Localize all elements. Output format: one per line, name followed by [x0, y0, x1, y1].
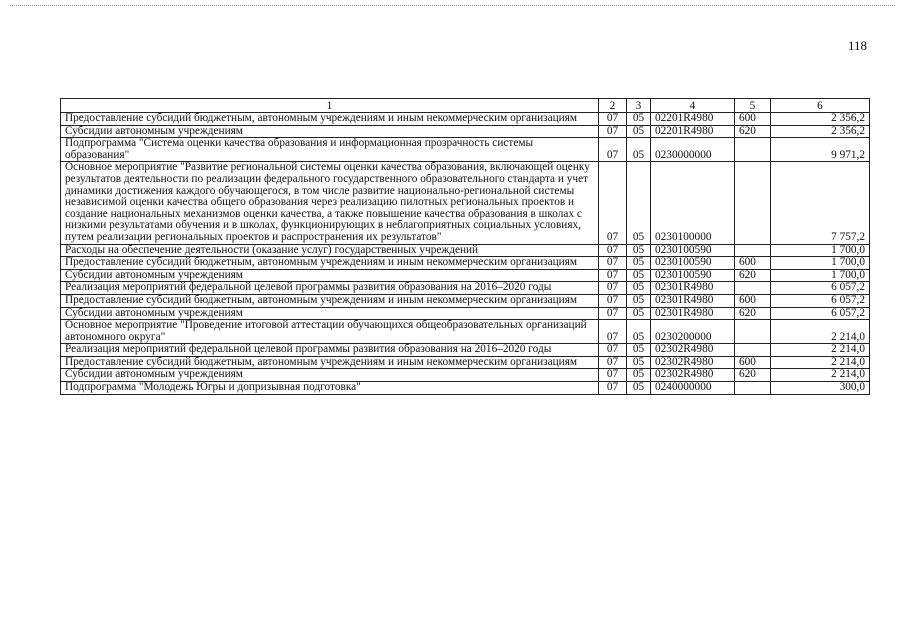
table-row	[61, 162, 870, 244]
row-amount: 2 356,2	[771, 113, 870, 126]
row-section-code: 07	[599, 257, 627, 270]
row-target-article: 02201R4980	[651, 113, 735, 126]
row-amount: 9 971,2	[771, 138, 870, 162]
row-expense-type: 620	[735, 369, 771, 382]
row-target-article: 0230100590	[651, 257, 735, 270]
table-row	[61, 382, 870, 395]
row-target-article: 02302R4980	[651, 356, 735, 369]
row-section-code: 07	[599, 162, 627, 244]
row-expense-type	[735, 244, 771, 257]
row-subsection-code: 05	[627, 138, 651, 162]
row-section-code: 07	[599, 294, 627, 307]
table-row	[61, 113, 870, 126]
table-row	[61, 244, 870, 257]
row-amount: 6 057,2	[771, 282, 870, 295]
row-target-article: 02302R4980	[651, 344, 735, 357]
row-section-code: 07	[599, 138, 627, 162]
row-description: Предоставление субсидий бюджетным, автономным учреждениям и иным некоммерческим организациям	[61, 294, 599, 307]
row-section-code: 07	[599, 113, 627, 126]
row-expense-type	[735, 382, 771, 395]
row-expense-type	[735, 162, 771, 244]
row-subsection-code: 05	[627, 257, 651, 270]
header-col-3: 3	[627, 99, 651, 113]
table-body	[61, 113, 870, 395]
header-col-5: 5	[735, 99, 771, 113]
table-row	[61, 320, 870, 344]
row-amount: 1 700,0	[771, 244, 870, 257]
row-section-code: 07	[599, 307, 627, 320]
row-subsection-code: 05	[627, 269, 651, 282]
row-amount: 6 057,2	[771, 307, 870, 320]
table-row	[61, 257, 870, 270]
row-expense-type: 620	[735, 307, 771, 320]
row-target-article: 02301R4980	[651, 307, 735, 320]
row-section-code: 07	[599, 269, 627, 282]
table-header-row	[61, 99, 870, 113]
row-target-article: 0230200000	[651, 320, 735, 344]
row-description: Расходы на обеспечение деятельности (оказание услуг) государственных учреждений	[61, 244, 599, 257]
row-section-code: 07	[599, 344, 627, 357]
row-amount: 2 214,0	[771, 344, 870, 357]
table-row	[61, 356, 870, 369]
table-row	[61, 344, 870, 357]
budget-table	[60, 98, 870, 395]
row-section-code: 07	[599, 369, 627, 382]
row-expense-type	[735, 138, 771, 162]
row-expense-type: 600	[735, 113, 771, 126]
scan-artifact-line	[10, 5, 895, 6]
row-description: Подпрограмма "Молодежь Югры и допризывная подготовка"	[61, 382, 599, 395]
row-description: Субсидии автономным учреждениям	[61, 269, 599, 282]
page-number: 118	[847, 38, 867, 53]
header-col-6: 6	[771, 99, 870, 113]
row-amount: 2 214,0	[771, 369, 870, 382]
row-expense-type	[735, 320, 771, 344]
row-expense-type: 600	[735, 356, 771, 369]
table-row	[61, 269, 870, 282]
row-target-article: 02301R4980	[651, 294, 735, 307]
row-description: Субсидии автономным учреждениям	[61, 307, 599, 320]
row-target-article: 0230100590	[651, 269, 735, 282]
row-amount: 300,0	[771, 382, 870, 395]
header-col-1: 1	[61, 99, 599, 113]
row-target-article: 0230000000	[651, 138, 735, 162]
row-target-article: 02301R4980	[651, 282, 735, 295]
row-target-article: 02201R4980	[651, 125, 735, 138]
table-row	[61, 369, 870, 382]
row-description: Реализация мероприятий федеральной целевой программы развития образования на 2016–2020 годы	[61, 282, 599, 295]
row-section-code: 07	[599, 356, 627, 369]
row-subsection-code: 05	[627, 294, 651, 307]
table-row	[61, 294, 870, 307]
row-description: Субсидии автономным учреждениям	[61, 369, 599, 382]
row-section-code: 07	[599, 125, 627, 138]
row-amount: 2 214,0	[771, 356, 870, 369]
row-section-code: 07	[599, 320, 627, 344]
row-subsection-code: 05	[627, 369, 651, 382]
row-expense-type	[735, 344, 771, 357]
row-amount: 1 700,0	[771, 269, 870, 282]
row-expense-type: 600	[735, 294, 771, 307]
row-expense-type	[735, 282, 771, 295]
row-subsection-code: 05	[627, 162, 651, 244]
row-description: Субсидии автономным учреждениям	[61, 125, 599, 138]
row-target-article: 0230100590	[651, 244, 735, 257]
row-section-code: 07	[599, 382, 627, 395]
row-section-code: 07	[599, 244, 627, 257]
header-col-4: 4	[651, 99, 735, 113]
row-target-article: 0230100000	[651, 162, 735, 244]
row-subsection-code: 05	[627, 125, 651, 138]
row-description: Предоставление субсидий бюджетным, автономным учреждениям и иным некоммерческим организациям	[61, 257, 599, 270]
row-subsection-code: 05	[627, 356, 651, 369]
row-amount: 2 356,2	[771, 125, 870, 138]
row-expense-type: 620	[735, 269, 771, 282]
header-col-2: 2	[599, 99, 627, 113]
row-amount: 7 757,2	[771, 162, 870, 244]
row-subsection-code: 05	[627, 344, 651, 357]
row-description: Предоставление субсидий бюджетным, автономным учреждениям и иным некоммерческим организациям	[61, 356, 599, 369]
row-description: Подпрограмма "Система оценки качества образования и информационная прозрачность системы образования"	[61, 138, 599, 162]
row-expense-type: 600	[735, 257, 771, 270]
row-subsection-code: 05	[627, 307, 651, 320]
row-description: Реализация мероприятий федеральной целевой программы развития образования на 2016–2020 годы	[61, 344, 599, 357]
row-amount: 6 057,2	[771, 294, 870, 307]
row-description: Основное мероприятие "Проведение итоговой аттестации обучающихся общеобразовательных организаций автономного округа"	[61, 320, 599, 344]
row-description: Основное мероприятие "Развитие региональной системы оценки качества образования, включающей оценку результатов деятельности по реализации федерального государственного образовательного стандарта и учет динамики достижения каждого обучающегося, в том числе развитие национально-региональной системы независимой оценки качества общего образования через реализацию пилотных региональных проектов и создание национальных механизмов оценки качества, а также повышение качества образования в школах с низкими результатами обучения и в школах, функционирующих в неблагоприятных социальных условиях, путем реализации региональных проектов и распространения их результатов"	[61, 162, 599, 244]
row-subsection-code: 05	[627, 244, 651, 257]
table-row	[61, 125, 870, 138]
row-amount: 2 214,0	[771, 320, 870, 344]
row-subsection-code: 05	[627, 320, 651, 344]
row-subsection-code: 05	[627, 113, 651, 126]
row-section-code: 07	[599, 282, 627, 295]
row-target-article: 02302R4980	[651, 369, 735, 382]
row-amount: 1 700,0	[771, 257, 870, 270]
row-description: Предоставление субсидий бюджетным, автономным учреждениям и иным некоммерческим организациям	[61, 113, 599, 126]
row-subsection-code: 05	[627, 282, 651, 295]
table-row	[61, 282, 870, 295]
row-expense-type: 620	[735, 125, 771, 138]
table-row	[61, 138, 870, 162]
table-row	[61, 307, 870, 320]
row-subsection-code: 05	[627, 382, 651, 395]
row-target-article: 0240000000	[651, 382, 735, 395]
